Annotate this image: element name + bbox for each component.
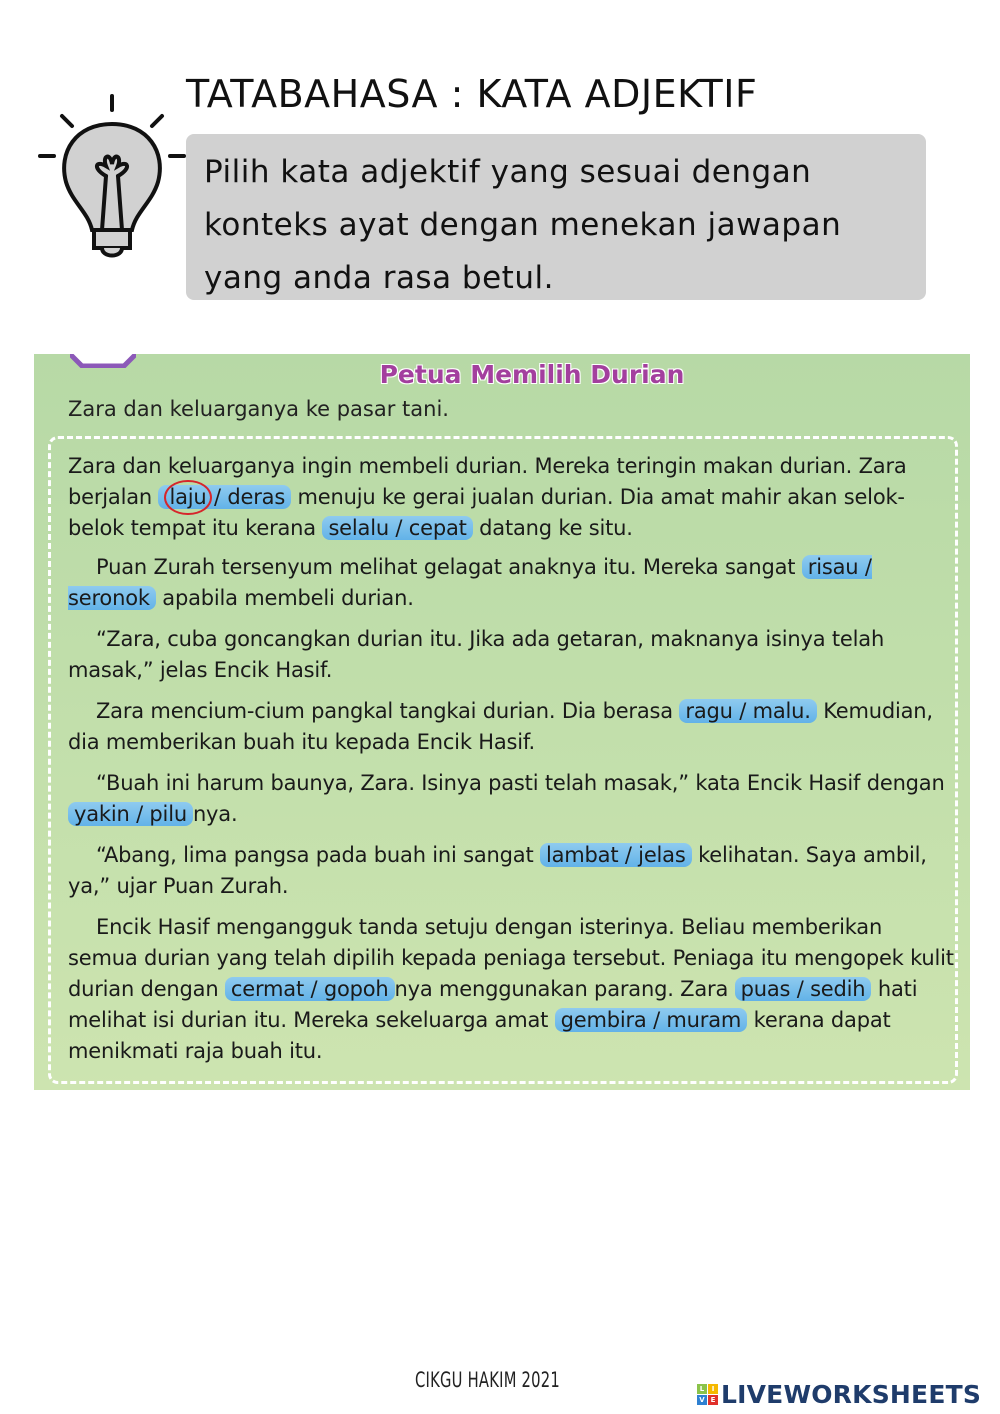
story-text: datang ke situ. [472,516,633,540]
story-paragraph [68,624,958,686]
story-text: Zara mencium-cium pangkal tangkai durian. Dia berasa [96,699,680,723]
story-text: Puan Zurah tersenyum melihat gelagat anaknya itu. Mereka sangat [96,555,802,579]
logo-letter: I [708,1384,718,1394]
instruction-line: Pilih kata adjektif yang sesuai dengan [204,154,812,190]
instruction-line: yang anda rasa betul. [204,260,554,296]
story-paragraph [68,768,958,830]
answer-option[interactable]: yakin / pilu [68,802,193,826]
story-paragraph [68,840,958,902]
logo-icon [697,1384,718,1405]
story-text: apabila membeli durian. [155,586,414,610]
answer-option[interactable]: cermat / gopoh [225,977,395,1001]
selected-answer[interactable]: laju [164,480,211,515]
story-paragraph [68,696,958,758]
story-paragraph [68,451,958,544]
answer-option[interactable]: lambat / jelas [540,843,692,867]
story-paragraph [68,912,958,1067]
story-paragraph [68,552,958,614]
story-text: “Abang, lima pangsa pada buah ini sangat [96,843,540,867]
story-panel [34,354,970,1090]
story-text: “Zara, cuba goncangkan durian itu. Jika ada getaran, maknanya isinya telah masak,” jelas Encik Hasif. [68,627,885,682]
story-text: kerana dapat menikmati raja buah itu. [68,1008,891,1063]
story-text: menuju ke gerai jualan durian. Dia amat mahir akan selok-belok tempat itu kerana [68,485,905,540]
story-text: nya. [192,802,238,826]
story-text: “Buah ini harum baunya, Zara. Isinya pasti telah masak,” kata Encik Hasif dengan [96,771,945,795]
answer-option[interactable]: risau / seronok [68,555,872,610]
story-intro: Zara dan keluarganya ke pasar tani. [68,397,449,421]
answer-option[interactable]: puas / sedih [735,977,872,1001]
liveworksheets-logo [697,1380,981,1409]
answer-option[interactable]: ragu / malu. [679,699,816,723]
hexagon-decoration [70,354,136,368]
logo-letter: E [708,1395,718,1405]
story-text: hati melihat isi durian itu. Mereka sekeluarga amat [68,977,918,1032]
story-title: Petua Memilih Durian [379,360,685,389]
answer-option[interactable]: gembira / muram [555,1008,748,1032]
story-text: Encik Hasif mengangguk tanda setuju dengan isterinya. Beliau memberikan semua durian yang telah dipilih kepada peniaga tersebut. Peniaga itu mengopek kulit durian dengan [68,915,954,1001]
page-title: TATABAHASA : KATA ADJEKTIF [186,72,758,116]
answer-option[interactable]: selalu / cepat [322,516,472,540]
logo-letter: V [697,1395,707,1405]
author-credit: CIKGU HAKIM 2021 [415,1368,560,1392]
lightbulb-icon [36,92,188,262]
logo-letter: L [697,1384,707,1394]
story-text: nya menggunakan parang. Zara [394,977,735,1001]
story-text: kelihatan. Saya ambil, ya,” ujar Puan Zurah. [68,843,927,898]
instruction-line: konteks ayat dengan menekan jawapan [204,207,842,243]
instruction-box [186,134,926,300]
answer-option[interactable]: laju / deras [158,485,291,509]
story-text: Kemudian, dia memberikan buah itu kepada Encik Hasif. [68,699,933,754]
logo-text: LIVEWORKSHEETS [721,1380,982,1409]
story-text: Zara dan keluarganya ingin membeli durian. Mereka teringin makan durian. Zara berjalan [68,454,907,509]
